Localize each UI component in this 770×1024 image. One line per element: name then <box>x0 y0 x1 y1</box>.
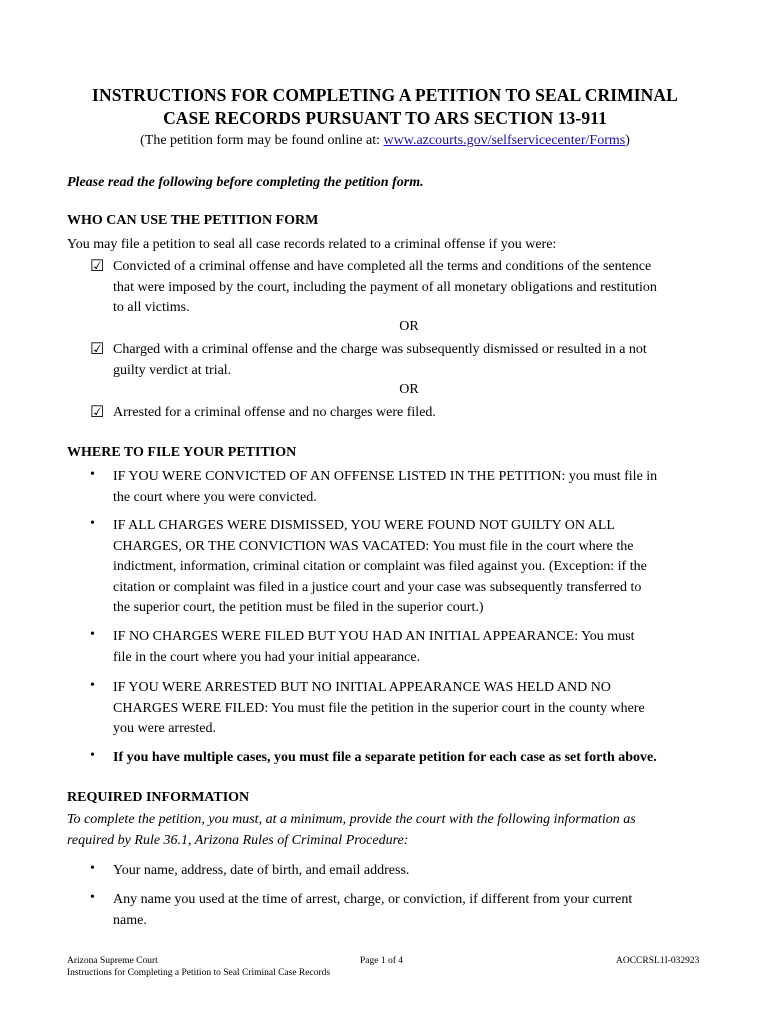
item-line: you were arrested. <box>113 721 217 736</box>
where-item-arrested <box>113 678 713 740</box>
where-item-convicted <box>113 467 713 508</box>
document-title-line-1: INSTRUCTIONS FOR COMPLETING A PETITION TO SEAL CRIMINAL <box>92 85 678 105</box>
footer-document-name: Instructions for Completing a Petition to Seal Criminal Case Records <box>67 968 331 978</box>
who-lead-text: You may file a petition to seal all case records related to a criminal offense if you were: <box>67 237 557 252</box>
where-item-multiple-cases <box>113 748 713 769</box>
bullet-icon: • <box>90 861 95 876</box>
section-heading-who: WHO CAN USE THE PETITION FORM <box>67 213 319 228</box>
required-lead-line-2: required by Rule 36.1, Arizona Rules of Criminal Procedure: <box>67 833 409 848</box>
item-line: file in the court where you had your initial appearance. <box>113 649 421 665</box>
or-separator: OR <box>399 319 419 334</box>
item-line: the court where you were convicted. <box>113 489 317 505</box>
item-line: guilty verdict at trial. <box>113 362 232 378</box>
bullet-icon: • <box>90 516 95 531</box>
item-line: citation or complaint was filed in a justice court and your case was subsequently transferred to <box>113 579 642 595</box>
checkbox-checked-icon: ☑ <box>90 341 105 358</box>
checkbox-checked-icon: ☑ <box>90 258 105 275</box>
required-lead-line-1: To complete the petition, you must, at a minimum, provide the court with the following information as <box>67 812 636 827</box>
bullet-icon: • <box>90 678 95 693</box>
item-line: CHARGES, OR THE CONVICTION WAS VACATED: You must file in the court where the <box>113 538 634 554</box>
item-line: to all victims. <box>113 300 190 315</box>
document-title-line-2: CASE RECORDS PURSUANT TO ARS SECTION 13-911 <box>163 108 607 128</box>
footer-court-name: Arizona Supreme Court <box>67 956 158 966</box>
required-item-name-address <box>113 861 713 882</box>
item-line: Your name, address, date of birth, and email address. <box>113 863 410 878</box>
bullet-icon: • <box>90 467 95 482</box>
item-line: CHARGES WERE FILED: You must file the petition in the superior court in the county where <box>113 700 645 716</box>
item-line: IF YOU WERE ARRESTED BUT NO INITIAL APPEARANCE WAS HELD AND NO <box>113 680 611 695</box>
section-heading-where: WHERE TO FILE YOUR PETITION <box>67 445 297 460</box>
where-item-no-charges <box>113 627 713 668</box>
footer-form-code: AOCCRSL1I-032923 <box>616 956 700 966</box>
checkbox-checked-icon: ☑ <box>90 404 105 421</box>
form-location-note <box>0 133 770 149</box>
item-line: the superior court, the petition must be filed in the superior court.) <box>113 600 484 615</box>
footer-left <box>67 955 330 979</box>
bullet-icon: • <box>90 627 95 642</box>
item-line: that were imposed by the court, including the payment of all monetary obligations and restitution <box>113 279 657 295</box>
eligibility-item-arrested <box>113 403 713 424</box>
item-line: IF NO CHARGES WERE FILED BUT YOU HAD AN INITIAL APPEARANCE: You must <box>113 629 635 644</box>
form-location-prefix: (The petition form may be found online at: <box>140 133 384 148</box>
item-line: If you have multiple cases, you must file a separate petition for each case as set forth above. <box>113 750 657 765</box>
item-line: IF ALL CHARGES WERE DISMISSED, YOU WERE FOUND NOT GUILTY ON ALL <box>113 518 615 533</box>
footer-page-number: Page 1 of 4 <box>360 956 404 966</box>
eligibility-item-convicted <box>113 257 713 319</box>
forms-link[interactable]: www.azcourts.gov/selfservicecenter/Forms <box>383 133 626 148</box>
required-item-other-names <box>113 890 713 931</box>
bullet-icon: • <box>90 748 95 763</box>
item-line: indictment, information, criminal citation or complaint was filed against you. (Exception: if the <box>113 559 647 574</box>
or-separator: OR <box>399 382 419 397</box>
item-line: Convicted of a criminal offense and have completed all the terms and conditions of the sentence <box>113 259 652 274</box>
form-location-suffix: ) <box>625 133 630 148</box>
where-item-dismissed <box>113 516 713 619</box>
item-line: Charged with a criminal offense and the charge was subsequently dismissed or resulted in a not <box>113 342 647 357</box>
item-line: IF YOU WERE CONVICTED OF AN OFFENSE LISTED IN THE PETITION: you must file in <box>113 469 658 484</box>
bullet-icon: • <box>90 890 95 905</box>
section-heading-required: REQUIRED INFORMATION <box>67 790 250 805</box>
item-line: Arrested for a criminal offense and no charges were filed. <box>113 405 436 420</box>
item-line: Any name you used at the time of arrest, charge, or conviction, if different from your current <box>113 892 633 907</box>
eligibility-item-charged <box>113 340 713 381</box>
item-line: name. <box>113 912 147 928</box>
intro-instruction: Please read the following before completing the petition form. <box>67 175 424 190</box>
